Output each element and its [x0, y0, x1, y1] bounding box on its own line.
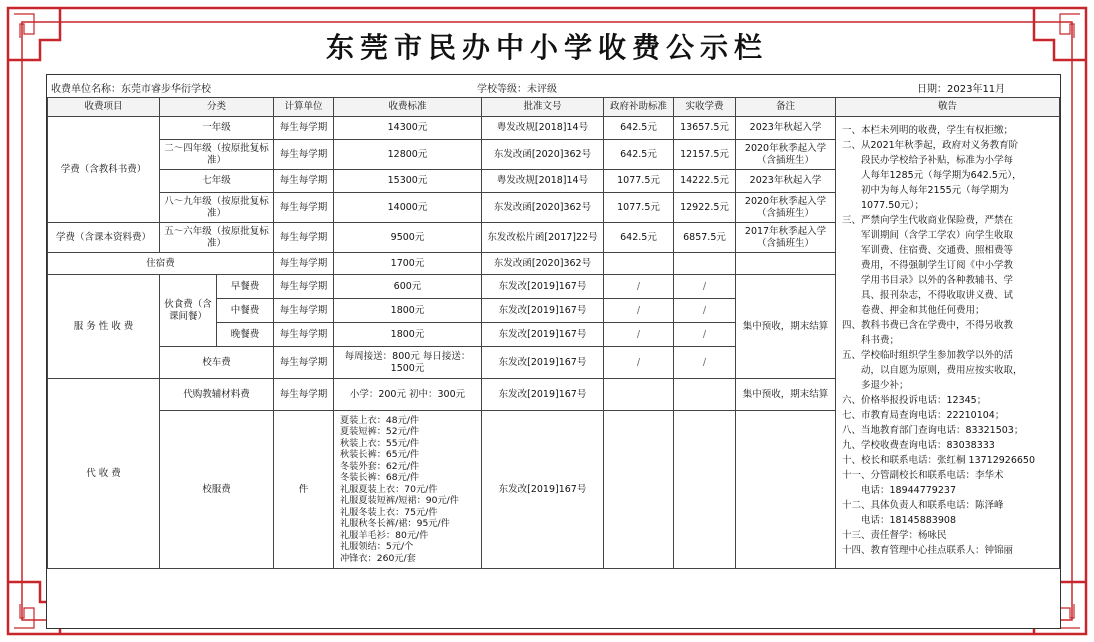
notice-line: 初中为每人每年2155元（每学期为: [842, 185, 1009, 196]
cell-item: 学费（含教科书费）: [48, 117, 160, 223]
uniform-price: 礼服夏装上衣：70元/件: [340, 483, 438, 495]
cell-std: 1800元: [334, 323, 482, 347]
cell-real: /: [674, 323, 736, 347]
cell-doc: 东发改松片函[2017]22号: [482, 223, 604, 253]
notice-line: 电话：18145883908: [842, 515, 956, 526]
uniform-price: 夏装短裤：52元/件: [340, 426, 420, 438]
notice-line: 八、当地教育部门查询电话：83321503；: [842, 425, 1024, 436]
cell-sub: [604, 411, 674, 569]
uniform-price: 夏装上衣：48元/件: [340, 414, 420, 426]
notice-line: 科书费；: [842, 335, 900, 346]
notice-line: 人每年1285元（每学期为642.5元），: [842, 170, 1022, 181]
notice-line: 十一、分管副校长和联系电话：李华术: [842, 470, 1004, 481]
notice-line: 二、从2021年秋季起，政府对义务教育阶: [842, 140, 1019, 151]
cell-unit: 每生每学期: [274, 140, 334, 170]
cell-sub: /: [604, 275, 674, 299]
notice-line: 十、校长和联系电话：张红桐 13712926650: [842, 455, 1036, 466]
cell-sub: /: [604, 347, 674, 379]
notice-line: 动，以自愿为原则，费用应按实收取，: [842, 365, 1023, 376]
cell-cat: 晚餐费: [217, 323, 274, 347]
notice-line: 1077.50元）；: [842, 200, 925, 211]
notice-line: 电话：18944779237: [842, 485, 956, 496]
uniform-price: 冬装外套：62元/件: [340, 460, 420, 472]
cell-group: 伙食费（含课间餐）: [160, 275, 217, 347]
notice-line: 九、学校收费查询电话：83038333: [842, 440, 995, 451]
notice-line: 军训费、住宿费、交通费、照相费等: [842, 245, 1014, 256]
notice-line: 多退少补；: [842, 380, 909, 391]
cell-doc: 东发改[2019]167号: [482, 411, 604, 569]
cell-sub: [604, 253, 674, 275]
cell-cat: 一年级: [160, 117, 274, 140]
notice-line: 卷费、押金和其他任何费用；: [842, 305, 985, 316]
cell-item: 住宿费: [48, 253, 274, 275]
cell-real: 12922.5元: [674, 193, 736, 223]
notice-line: 具、报刊杂志，不得收取讲义费、试: [842, 290, 1014, 301]
cell-doc: 东发改[2019]167号: [482, 347, 604, 379]
cell-doc: 东发改函[2020]362号: [482, 253, 604, 275]
cell-real: [674, 379, 736, 411]
cell-real: 6857.5元: [674, 223, 736, 253]
uniform-price: 秋装长裤：65元/件: [340, 449, 420, 461]
cell-unit: 每生每学期: [274, 170, 334, 193]
cell-note: 集中预收，期末结算: [736, 275, 836, 379]
cell-item: 学费（含课本资料费）: [48, 223, 160, 253]
cell-real: 12157.5元: [674, 140, 736, 170]
cell-note: 2023年秋起入学: [736, 170, 836, 193]
notice-line: 三、严禁向学生代收商业保险费，严禁在: [842, 215, 1014, 226]
cell-real: 13657.5元: [674, 117, 736, 140]
cell-real: /: [674, 299, 736, 323]
cell-std: 9500元: [334, 223, 482, 253]
cell-unit: 每生每学期: [274, 117, 334, 140]
notice-line: 四、教科书费已含在学费中，不得另收教: [842, 320, 1014, 331]
cell-cat: 二～四年级（按原批复标准）: [160, 140, 274, 170]
cell-cat: 校服费: [160, 411, 274, 569]
header-item: 收费项目: [48, 98, 160, 117]
page-title: 东莞市民办中小学收费公示栏: [325, 31, 768, 64]
uniform-price: 冬装长裤：68元/件: [340, 472, 420, 484]
school-name: 收费单位名称：东莞市睿步华衍学校: [51, 84, 211, 95]
uniform-price: 礼服夏装短裤/短裙：90元/件: [340, 495, 459, 507]
notice-line: 五、学校临时组织学生参加教学以外的活: [842, 350, 1014, 361]
cell-note: [736, 411, 836, 569]
cell-unit: 每生每学期: [274, 299, 334, 323]
fee-table: [47, 97, 1060, 569]
cell-unit: 每生每学期: [274, 275, 334, 299]
cell-sub: /: [604, 323, 674, 347]
notice-line: 段民办学校给予补贴，标准为小学每: [842, 155, 1014, 166]
cell-doc: 东发改[2019]167号: [482, 323, 604, 347]
notice-line: 十四、教育管理中心挂点联系人：钟锦丽: [842, 545, 1014, 556]
cell-sub: 642.5元: [604, 140, 674, 170]
cell-cat: 代购教辅材料费: [160, 379, 274, 411]
notice-line: 学用书目录》以外的各种教辅书、学: [842, 275, 1014, 286]
header-note: 备注: [736, 98, 836, 117]
publish-date: 日期：2023年11月: [917, 84, 1006, 95]
cell-cat: 校车费: [160, 347, 274, 379]
uniform-price: 礼服羊毛衫：80元/件: [340, 529, 429, 541]
cell-cat: 八～九年级（按原批复标准）: [160, 193, 274, 223]
cell-unit: 每生每学期: [274, 323, 334, 347]
cell-cat: 五～六年级（按原批复标准）: [160, 223, 274, 253]
notice-line: 费用，不得强制学生订阅《中小学教: [842, 260, 1014, 271]
cell-std: 小学：200元 初中：300元: [334, 379, 482, 411]
notice-line: 六、价格举报投诉电话：12345；: [842, 395, 987, 406]
cell-std: 12800元: [334, 140, 482, 170]
cell-sub: /: [604, 299, 674, 323]
cell-cat: 中餐费: [217, 299, 274, 323]
header-subsidy: 政府补助标准: [604, 98, 674, 117]
cell-cat: 七年级: [160, 170, 274, 193]
header-doc: 批准文号: [482, 98, 604, 117]
cell-note: [736, 253, 836, 275]
fee-board: [46, 74, 1061, 629]
notice-line: 一、本栏未列明的收费，学生有权拒缴；: [842, 125, 1014, 136]
notice-panel: [836, 117, 1060, 569]
cell-doc: 东发改[2019]167号: [482, 275, 604, 299]
cell-note: 2020年秋季起入学（含插班生）: [736, 140, 836, 170]
cell-std: 14300元: [334, 117, 482, 140]
cell-unit: 每生每学期: [274, 253, 334, 275]
cell-doc: 粤发改规[2018]14号: [482, 117, 604, 140]
cell-unit: 每生每学期: [274, 223, 334, 253]
info-bar: [47, 75, 1060, 98]
cell-sub: 642.5元: [604, 223, 674, 253]
cell-sub: [604, 379, 674, 411]
cell-std: 每周接送：800元 每日接送：1500元: [334, 347, 482, 379]
uniform-price: 秋装上衣：55元/件: [340, 437, 420, 449]
cell-unit: 每生每学期: [274, 347, 334, 379]
cell-real: /: [674, 347, 736, 379]
notice-line: 十三、责任督学：杨咏民: [842, 530, 947, 541]
cell-unit: 每生每学期: [274, 193, 334, 223]
cell-note: 2023年秋起入学: [736, 117, 836, 140]
cell-item: 代 收 费: [48, 379, 160, 569]
cell-doc: 粤发改规[2018]14号: [482, 170, 604, 193]
cell-std: 14000元: [334, 193, 482, 223]
cell-std: 600元: [334, 275, 482, 299]
cell-real: [674, 253, 736, 275]
cell-std: 15300元: [334, 170, 482, 193]
cell-doc: 东发改[2019]167号: [482, 299, 604, 323]
notice-line: 十二、具体负责人和联系电话：陈泽峰: [842, 500, 1004, 511]
cell-std: 1800元: [334, 299, 482, 323]
cell-item: 服 务 性 收 费: [48, 275, 160, 379]
uniform-price: 礼服领结：5元/个: [340, 541, 414, 553]
cell-doc: 东发改函[2020]362号: [482, 140, 604, 170]
notice-line: 七、市教育局查询电话：22210104；: [842, 410, 1005, 421]
uniform-price: 礼服秋冬长裤/裙：95元/件: [340, 518, 450, 530]
notice-line: 军训期间（含学工学农）向学生收取: [842, 230, 1014, 241]
school-grade: 学校等级：未评级: [477, 84, 557, 95]
cell-doc: 东发改函[2020]362号: [482, 193, 604, 223]
cell-real: /: [674, 275, 736, 299]
header-actual: 实收学费: [674, 98, 736, 117]
cell-doc: 东发改[2019]167号: [482, 379, 604, 411]
cell-cat: 早餐费: [217, 275, 274, 299]
cell-sub: 1077.5元: [604, 170, 674, 193]
table-row: [48, 117, 1060, 140]
cell-std: 1700元: [334, 253, 482, 275]
cell-sub: 1077.5元: [604, 193, 674, 223]
header-standard: 收费标准: [334, 98, 482, 117]
cell-note: 2020年秋季起入学（含插班生）: [736, 193, 836, 223]
cell-real: [674, 411, 736, 569]
uniform-price: 礼服冬装上衣：75元/件: [340, 506, 438, 518]
cell-real: 14222.5元: [674, 170, 736, 193]
table-header-row: [48, 98, 1060, 117]
cell-note: 2017年秋季起入学（含插班生）: [736, 223, 836, 253]
header-notice: 敬告: [836, 98, 1060, 117]
cell-unit: 每生每学期: [274, 379, 334, 411]
cell-note: 集中预收，期末结算: [736, 379, 836, 411]
header-unit: 计算单位: [274, 98, 334, 117]
cell-unit: 件: [274, 411, 334, 569]
cell-sub: 642.5元: [604, 117, 674, 140]
uniform-price-list: [334, 411, 482, 569]
header-category: 分类: [160, 98, 274, 117]
uniform-price: 冲锋衣：260元/套: [340, 552, 416, 564]
